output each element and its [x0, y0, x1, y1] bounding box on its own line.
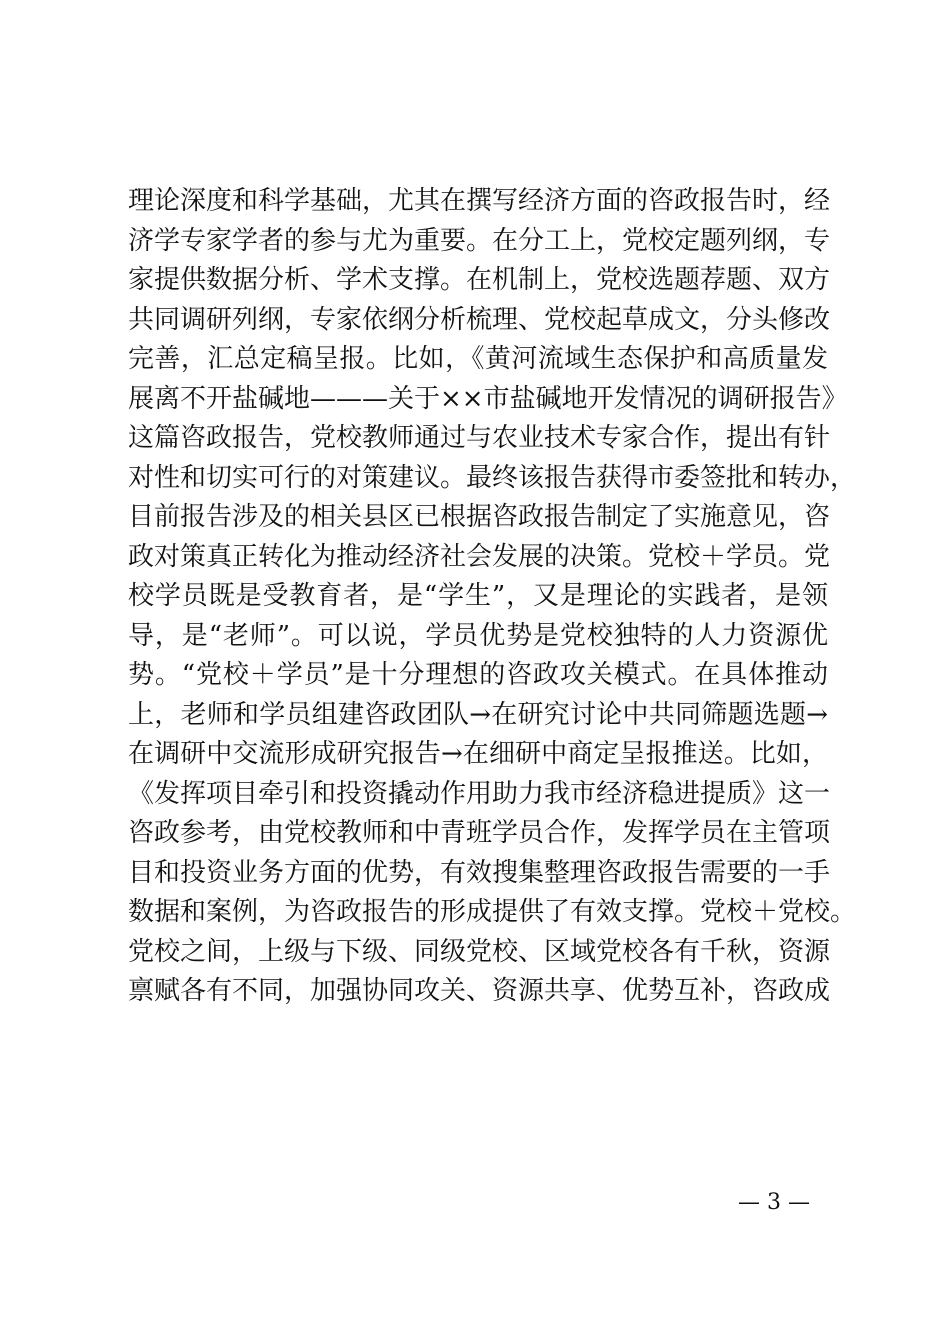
text-line: 对性和切实可行的对策建议。最终该报告获得市委签批和转办， [128, 462, 857, 493]
text-line: 目前报告涉及的相关县区已根据咨政报告制定了实施意见，咨 [128, 502, 831, 532]
text-line: 在调研中交流形成研究报告→在细研中商定呈报推送。比如， [128, 739, 828, 769]
text-line: 《发挥项目牵引和投资撬动作用助力我市经济稳进提质》这一 [128, 778, 831, 809]
text-line: 校学员既是受教育者，是“学生”，又是理论的实践者，是领 [128, 581, 828, 611]
text-line: 目和投资业务方面的优势，有效搜集整理咨政报告需要的一手 [128, 857, 831, 888]
text-line: 政对策真正转化为推动经济社会发展的决策。党校＋学员。党 [128, 541, 831, 572]
text-line: 展离不开盐碱地———关于××市盐碱地开发情况的调研报告》 [128, 383, 848, 414]
text-line: 济学专家学者的参与尤为重要。在分工上，党校定题列纲，专 [128, 225, 831, 256]
body-text [128, 182, 857, 1012]
text-line: 势。“党校＋学员”是十分理想的咨政攻关模式。在具体推动 [128, 660, 828, 690]
text-line: 共同调研列纲，专家依纲分析梳理、党校起草成文，分头修改 [128, 304, 831, 335]
page-number: — 3 — [738, 1190, 810, 1215]
text-line: 数据和案例，为咨政报告的形成提供了有效支撑。党校＋党校。 [128, 897, 857, 927]
text-line: 上，老师和学员组建咨政团队→在研究讨论中共同筛题选题→ [128, 699, 828, 730]
text-line: 导，是“老师”。可以说，学员优势是党校独特的人力资源优 [128, 620, 828, 651]
text-line: 理论深度和科学基础，尤其在撰写经济方面的咨政报告时，经 [128, 186, 831, 216]
text-line: 家提供数据分析、学术支撑。在机制上，党校选题荐题、双方 [128, 265, 831, 295]
text-line: 禀赋各有不同，加强协同攻关、资源共享、优势互补，咨政成 [128, 976, 831, 1006]
text-line: 完善，汇总定稿呈报。比如，《黄河流域生态保护和高质量发 [128, 344, 828, 374]
text-line: 咨政参考，由党校教师和中青班学员合作，发挥学员在主管项 [128, 818, 831, 848]
text-line: 这篇咨政报告，党校教师通过与农业技术专家合作，提出有针 [128, 423, 831, 453]
text-line: 党校之间，上级与下级、同级党校、区域党校各有千秋，资源 [128, 936, 831, 967]
